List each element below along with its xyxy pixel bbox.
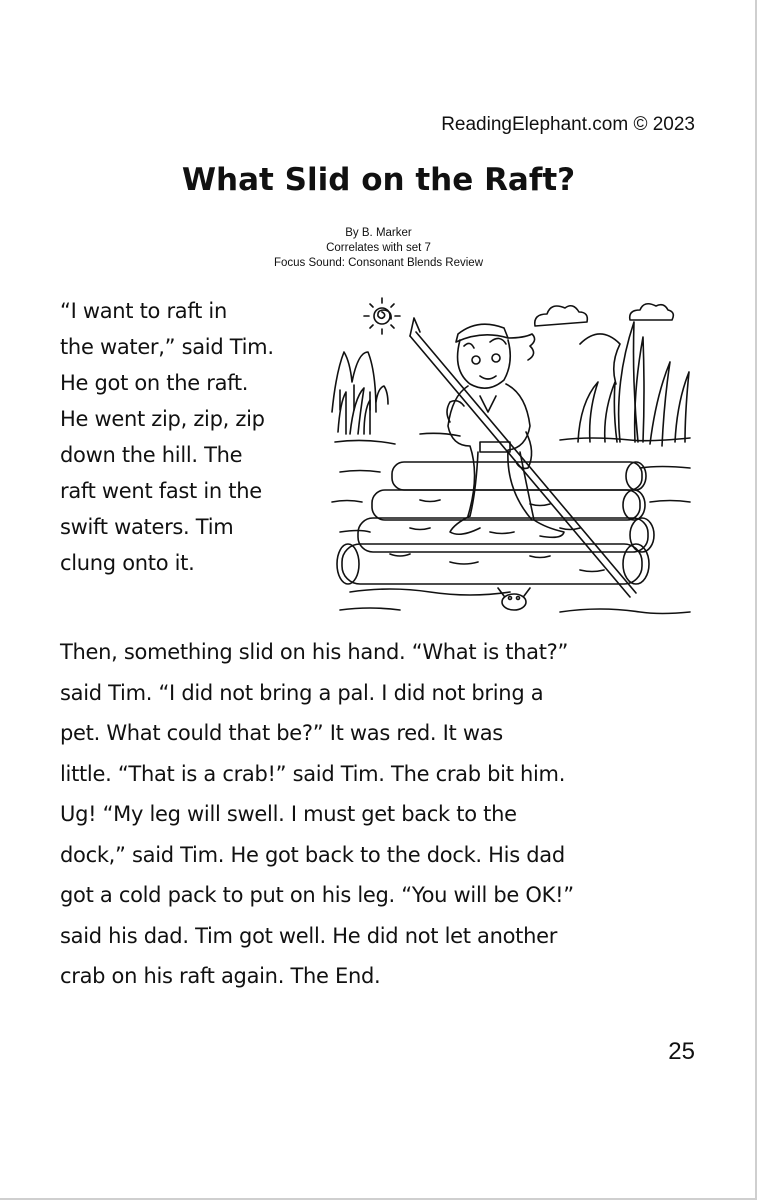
copyright-notice: ReadingElephant.com © 2023 (441, 114, 695, 135)
crab-icon (498, 588, 530, 610)
text-line: clung onto it. (60, 551, 195, 575)
text-line: down the hill. The (60, 443, 243, 467)
text-line: Then, something slid on his hand. “What is that?” (60, 640, 569, 664)
focus-sound-line: Focus Sound: Consonant Blends Review (273, 257, 484, 269)
text-line: raft went fast in the (60, 479, 262, 503)
raft-icon (337, 462, 654, 584)
text-line: said his dad. Tim got well. He did not let another (60, 923, 558, 948)
text-line: crab on his raft again. The End. (60, 964, 381, 988)
text-line: said Tim. “I did not bring a pal. I did not bring a (60, 680, 544, 705)
reeds-icon (578, 322, 689, 446)
boy-on-raft-illustration (330, 292, 700, 622)
text-line: dock,” said Tim. He got back to the dock. His dad (60, 842, 565, 867)
text-line: little. “That is a crab!” said Tim. The crab bit him. (60, 761, 566, 786)
text-line: Ug! “My leg will swell. I must get back to the (60, 802, 517, 826)
cloud-icon (535, 304, 674, 326)
pole-icon (410, 318, 636, 597)
correlation-line: Correlates with set 7 (326, 242, 431, 254)
water-icon (332, 433, 690, 613)
story-title: What Slid on the Raft? (181, 162, 576, 198)
story-meta (0, 226, 757, 271)
text-line: the water,” said Tim. (60, 335, 274, 359)
story-paragraph (60, 632, 700, 997)
text-line: swift waters. Tim (60, 515, 234, 539)
text-line: got a cold pack to put on his leg. “You will be OK!” (60, 883, 574, 907)
text-line: pet. What could that be?” It was red. It was (60, 721, 503, 745)
text-line: He went zip, zip, zip (60, 407, 265, 431)
sun-icon (364, 298, 400, 334)
text-line: “I want to raft in (60, 299, 227, 323)
page-number: 25 (668, 1038, 695, 1065)
text-line: He got on the raft. (60, 371, 249, 395)
intro-paragraph (60, 293, 338, 581)
tree-icon (332, 352, 388, 412)
author-line: By B. Marker (345, 227, 412, 239)
